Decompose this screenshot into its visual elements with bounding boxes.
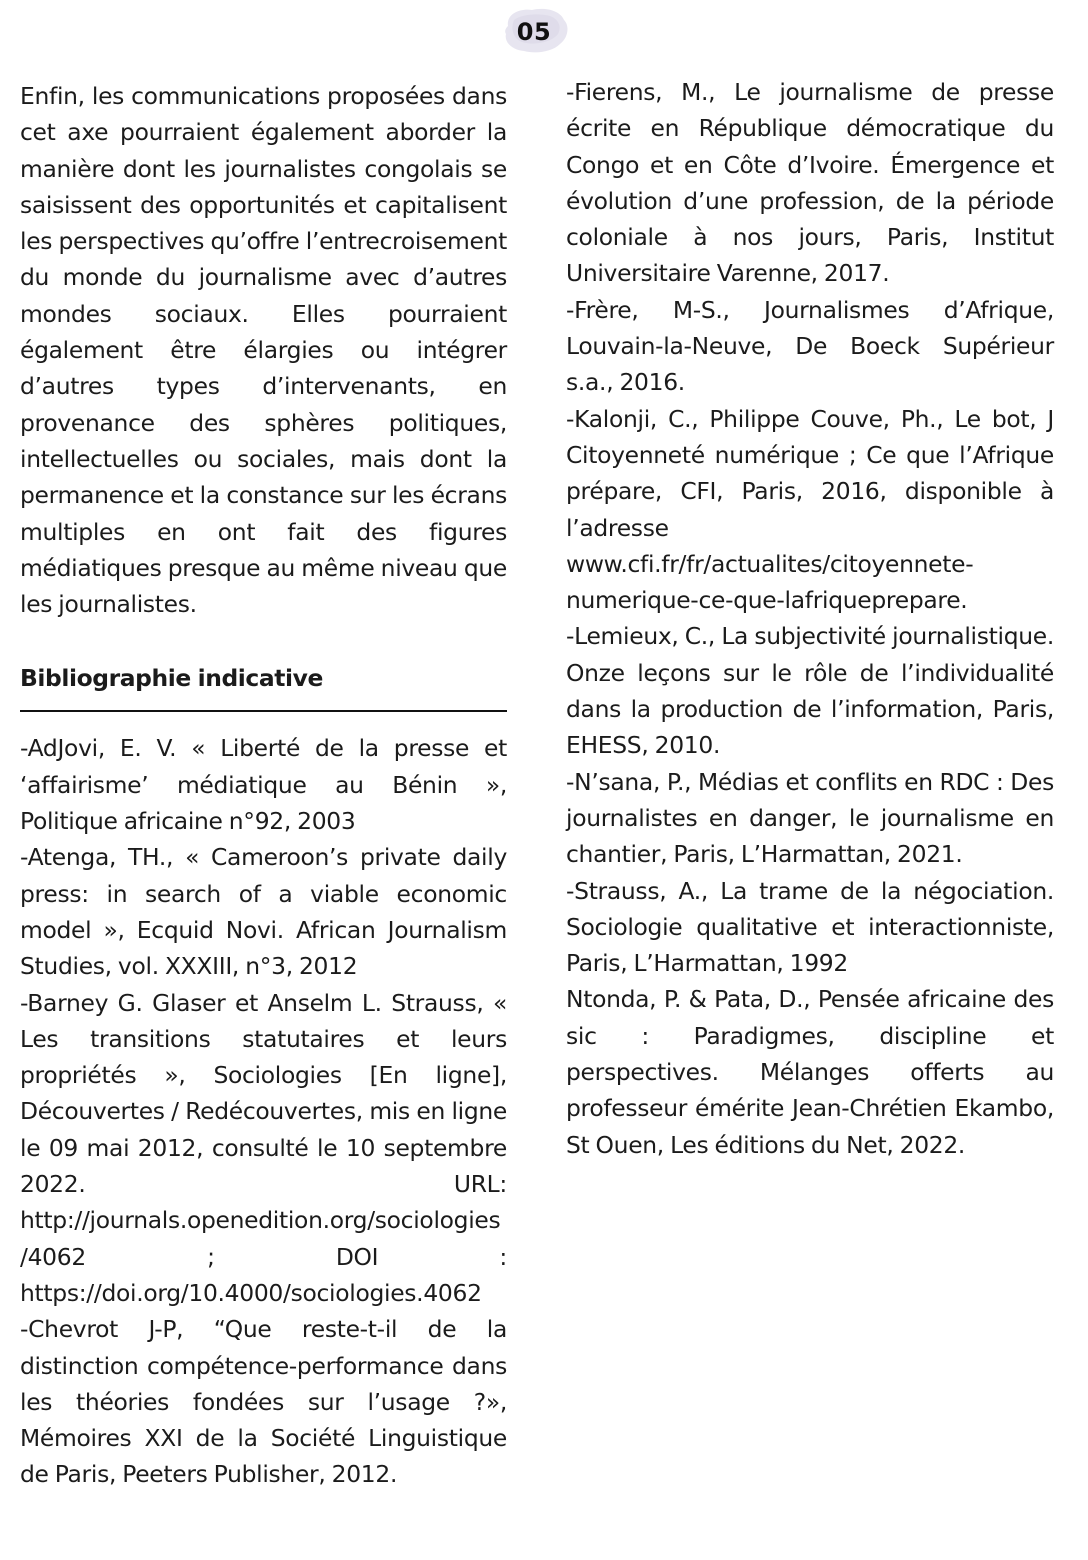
reference-chevrot: -Chevrot J-P, “Que reste-t-il de la distinction compétence-performance dans les théories fondées sur l’usage ?», Mémoires XXI de la Société Linguistique de Paris, Peeters Publisher, 2012.: [20, 1315, 507, 1489]
reference-fierens: -Fierens, M., Le journalisme de presse écrite en République démocratique du Congo et en Côte d’Ivoire. Émergence et évolution d’une profession, de la période coloniale à nos jours, Paris, Institut Universitaire Varenne, 2017.: [566, 78, 1054, 288]
bibliography-heading: Bibliographie indicative: [20, 664, 323, 693]
reference-glaser-strauss: -Barney G. Glaser et Anselm L. Strauss, « Les transitions statutaires et leurs propriétés », Sociologies [En ligne], Découvertes / Redécouvertes, mis en ligne le 09 mai 2012, consulté le 10 septembre 2022. URL: http://journals.openedition.org/sociologies/4062 ; DOI : https://doi.org/10.4000/sociologies.4062: [20, 988, 507, 1307]
left-column: [20, 78, 507, 1493]
right-column: [566, 74, 1054, 1163]
intro-paragraph: Enfin, les communications proposées dans cet axe pourraient également aborder la manière dont les journalistes congolais se saisissent des opportunités et capitalisent les perspectives qu’offre l’entrecroisement du monde du journalisme avec d’autres mondes sociaux. Elles pourraient également être élargies ou intégrer d’autres types d’intervenants, en provenance des sphères politiques, intellectuelles ou sociales, mais dont la permanence et la constance sur les écrans multiples en ont fait des figures médiatiques presque au même niveau que les journalistes.: [20, 82, 507, 619]
reference-atenga: -Atenga, TH., « Cameroon’s private daily press: in search of a viable economic model », Ecquid Novi. African Journalism Studies, vol. XXXIII, n°3, 2012: [20, 843, 507, 981]
reference-ntonda-pata: Ntonda, P. & Pata, D., Pensée africaine des sic : Paradigmes, discipline et perspectives. Mélanges offerts au professeur émérite Jean-Chrétien Ekambo, St Ouen, Les éditions du Net, 2022.: [566, 985, 1054, 1159]
reference-nsana: -N’sana, P., Médias et conflits en RDC : Des journalistes en danger, le journalisme en chantier, Paris, L’Harmattan, 2021.: [566, 767, 1054, 869]
reference-frere: -Frère, M-S., Journalismes d’Afrique, Louvain-la-Neuve, De Boeck Supérieur s.a., 2016.: [566, 295, 1054, 397]
reference-adjovi: -AdJovi, E. V. « Liberté de la presse et ‘affairisme’ médiatique au Bénin », Politique africaine n°92, 2003: [20, 734, 507, 836]
reference-strauss: -Strauss, A., La trame de la négociation. Sociologie qualitative et interactionniste, Paris, L’Harmattan, 1992: [566, 876, 1054, 978]
page-number-badge: [494, 4, 574, 60]
reference-kalonji: -Kalonji, C., Philippe Couve, Ph., Le bot, J Citoyenneté numérique ; Ce que l’Afrique prépare, CFI, Paris, 2016, disponible à l’adresse www.cfi.fr/fr/actualites/citoyennete-numerique-ce-que-lafriqueprepare.: [566, 404, 1054, 615]
reference-lemieux: -Lemieux, C., La subjectivité journalistique. Onze leçons sur le rôle de l’individualité dans la production de l’information, Paris, EHESS, 2010.: [566, 622, 1054, 760]
heading-rule: [20, 710, 507, 712]
page-number: 05: [516, 18, 552, 46]
